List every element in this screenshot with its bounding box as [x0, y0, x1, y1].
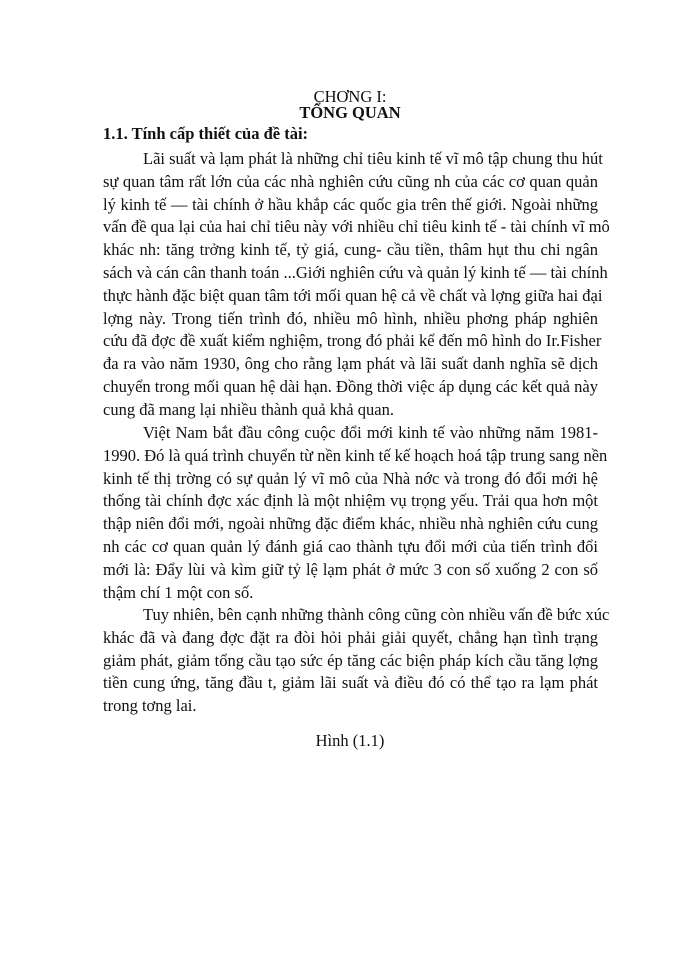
text-line: thậm chí 1 một con số. [103, 582, 254, 602]
text-line: mới là: Đẩy lùi và kìm giữ tỷ lệ lạm phát ở mức 3 con số xuống 2 con số [103, 559, 598, 579]
text-line: sự quan tâm rất lớn của các nhà nghiên cứu cũng nh của các cơ quan quản [103, 171, 598, 191]
text-line: Lãi suất và lạm phát là những chỉ tiêu kinh tế vĩ mô tập chung thu hút [143, 149, 603, 168]
text-line: cứu đã đợc đề xuất kiểm nghiệm, trong đó phải kể đến mô hình do Ir.Fisher [103, 331, 602, 351]
text-line: Tuy nhiên, bên cạnh những thành công cũng còn nhiều vấn đề bức xúc [143, 605, 610, 624]
text-line: khác nh: tăng trởng kinh tế, tỷ giá, cung- cầu tiền, thâm hụt thu chi ngân [103, 240, 598, 260]
paragraph-3 [103, 604, 610, 718]
text-line: lợng này. Trong tiến trình đó, nhiều mô hình, nhiều phơng pháp nghiên [103, 308, 598, 328]
text-line: khác đã và đang đợc đặt ra đòi hỏi phải giải quyết, chẳng hạn tình trạng [103, 627, 598, 647]
text-line: nh các cơ quan quản lý đánh giá cao thành tựu đổi mới của tiến trình đổi [103, 536, 598, 556]
text-line: thống tài chính đợc xác định là một nhiệm vụ trọng yếu. Trải qua hơn một [103, 491, 598, 511]
chapter-title: CHƠNG I: [313, 87, 387, 106]
text-line: cung đã mang lại nhiều thành quả khả quan. [103, 399, 394, 419]
text-line: chuyển trong mối quan hệ dài hạn. Đồng thời việc áp dụng các kết quả này [103, 376, 598, 396]
text-line: sách và cán cân thanh toán ...Giới nghiên cứu và quản lý kinh tế — tài chính [103, 262, 608, 282]
chapter-subtitle: TỔNG QUAN [299, 103, 401, 122]
paragraph-1 [103, 148, 610, 422]
text-line: vấn đề qua lại của hai chỉ tiêu này với nhiều chỉ tiêu kinh tế - tài chính vĩ mô [103, 217, 610, 237]
text-line: thập niên đổi mới, ngoài những đặc điểm khác, nhiều nhà nghiên cứu cung [103, 514, 598, 534]
section-heading: 1.1. Tính cấp thiết của đề tài: [103, 124, 309, 143]
text-line: 1990. Đó là quá trình chuyển từ nền kinh tế kế hoạch hoá tập trung sang nền [103, 445, 608, 465]
text-line: trong tơng lai. [103, 696, 197, 716]
text-line: kinh tế thị trờng có sự quản lý vĩ mô của Nhà nớc và trong đó đổi mới hệ [103, 468, 598, 488]
paragraph-2 [103, 422, 608, 604]
text-line: lý kinh tế — tài chính ở hầu khắp các quốc gia trên thế giới. Ngoài những [103, 194, 598, 214]
text-line: Việt Nam bắt đầu công cuộc đổi mới kinh tế vào những năm 1981- [143, 423, 598, 442]
text-line: thực hành đặc biệt quan tâm tới mối quan hệ cả về chất và lợng giữa hai đại [103, 285, 603, 305]
text-line: đa ra vào năm 1930, ông cho rằng lạm phát và lãi suất danh nghĩa sẽ dịch [103, 354, 598, 374]
text-line: tiền cung ứng, tăng đầu t, giảm lãi suất và điều đó có thể tạo ra lạm phát [103, 673, 598, 693]
figure-label: Hình (1.1) [315, 731, 385, 750]
text-line: giảm phát, giảm tổng cầu tạo sức ép tăng các biện pháp kích cầu tăng lợng [103, 650, 598, 670]
